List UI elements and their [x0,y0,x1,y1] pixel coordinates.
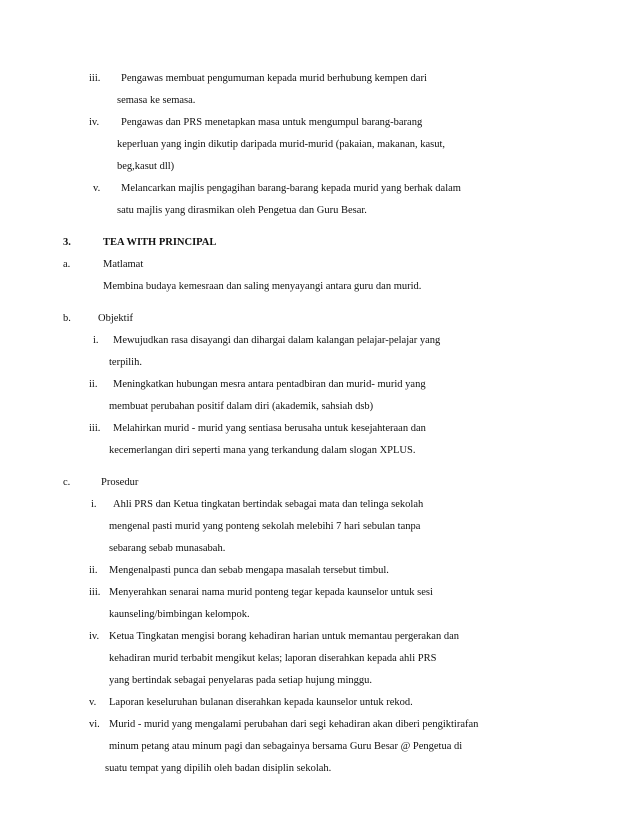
list-item-text: terpilih. [109,357,142,368]
list-item-text: Mengenalpasti punca dan sebab mengapa masalah tersebut timbul. [109,565,389,576]
list-marker: v. [89,697,97,708]
list-item-text: membuat perubahan positif dalam diri (akademik, sahsiah dsb) [109,401,374,412]
subsection-heading: Matlamat [103,259,144,270]
list-item-text: minum petang atau minum pagi dan sebagainya bersama Guru Besar @ Pengetua di [109,741,463,752]
list-marker: i. [91,499,97,510]
list-item-text: suatu tempat yang dipilih oleh badan disiplin sekolah. [105,763,332,774]
list-marker: ii. [89,379,98,390]
list-marker: v. [93,183,101,194]
list-marker: iii. [89,423,101,434]
list-item-text: semasa ke semasa. [117,95,196,106]
subsection-heading: Objektif [98,313,133,324]
list-item-text: Ahli PRS dan Ketua tingkatan bertindak sebagai mata dan telinga sekolah [113,499,424,510]
list-item-text: Mewujudkan rasa disayangi dan dihargai dalam kalangan pelajar-pelajar yang [113,335,441,346]
list-item-text: kecemerlangan diri seperti mana yang terkandung dalam slogan XPLUS. [109,445,416,456]
list-marker: ii. [89,565,98,576]
paragraph-text: Membina budaya kemesraan dan saling menyayangi antara guru dan murid. [103,281,422,292]
list-item-text: Melahirkan murid - murid yang sentiasa berusaha untuk kesejahteraan dan [113,423,426,434]
list-marker: iii. [89,587,101,598]
list-marker: vi. [89,719,100,730]
list-item-text: Pengawas dan PRS menetapkan masa untuk mengumpul barang-barang [121,117,423,128]
subsection-marker: c. [63,477,71,488]
section-title: TEA WITH PRINCIPAL [103,237,217,248]
list-item-text: mengenal pasti murid yang ponteng sekolah melebihi 7 hari sebulan tanpa [109,521,421,532]
subsection-heading: Prosedur [101,477,139,488]
list-item-text: Meningkatkan hubungan mesra antara pentadbiran dan murid- murid yang [113,379,426,390]
list-marker: i. [93,335,99,346]
list-item-text: satu majlis yang dirasmikan oleh Pengetua dan Guru Besar. [117,205,367,216]
subsection-marker: a. [63,259,71,270]
list-item-text: Melancarkan majlis pengagihan barang-barang kepada murid yang berhak dalam [121,183,461,194]
list-item-text: kaunseling/bimbingan kelompok. [109,609,250,620]
list-item-text: Ketua Tingkatan mengisi borang kehadiran harian untuk memantau pergerakan dan [109,631,459,642]
list-item-text: Laporan keseluruhan bulanan diserahkan kepada kaunselor untuk rekod. [109,697,413,708]
list-item-text: Murid - murid yang mengalami perubahan dari segi kehadiran akan diberi pengiktirafan [109,719,479,730]
list-item-text: Menyerahkan senarai nama murid ponteng tegar kepada kaunselor untuk sesi [109,587,433,598]
list-marker: iv. [89,631,100,642]
list-item-text: yang bertindak sebagai penyelaras pada setiap hujung minggu. [109,675,373,686]
list-marker: iii. [89,73,101,84]
list-item-text: kehadiran murid terbabit mengikut kelas; laporan diserahkan kepada ahli PRS [109,653,437,664]
list-item-text: sebarang sebab munasabah. [109,543,226,554]
list-item-text: beg,kasut dll) [117,161,175,172]
section-number: 3. [63,237,71,248]
list-item-text: keperluan yang ingin dikutip daripada murid-murid (pakaian, makanan, kasut, [117,139,446,150]
subsection-marker: b. [63,313,71,324]
list-item-text: Pengawas membuat pengumuman kepada murid berhubung kempen dari [121,73,427,84]
list-marker: iv. [89,117,100,128]
